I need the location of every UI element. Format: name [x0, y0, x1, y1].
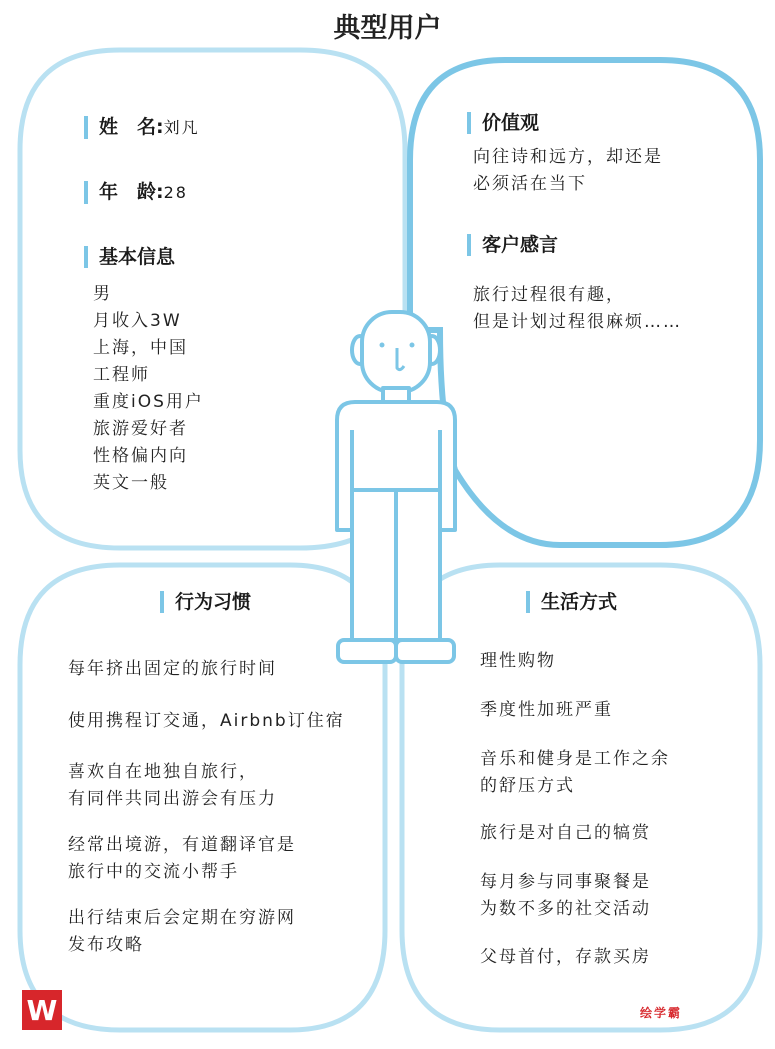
behavior-line: 出行结束后会定期在穷游网 [68, 908, 296, 928]
basic-info-list [93, 281, 204, 497]
behavior-item [68, 656, 277, 683]
lifestyle-line: 父母首付，存款买房 [480, 947, 651, 967]
list-item: 旅游爱好者 [93, 419, 188, 439]
behavior-line: 使用携程订交通，Airbnb订住宿 [68, 711, 345, 731]
list-item: 英文一般 [93, 473, 169, 493]
lifestyle-line: 旅行是对自己的犒赏 [480, 823, 651, 843]
behavior-item [68, 832, 296, 886]
brand-name: 绘学霸 [640, 1006, 683, 1020]
list-item: 性格偏内向 [93, 446, 188, 466]
lifestyle-item [480, 648, 556, 675]
lifestyle-item [480, 697, 613, 724]
behavior-line: 喜欢自在地独自旅行， [68, 762, 258, 782]
brand-logo: W [22, 990, 62, 1030]
feedback-heading: 客户感言 [467, 234, 558, 256]
behavior-line: 每年挤出固定的旅行时间 [68, 659, 277, 679]
list-item: 月收入3W [93, 311, 182, 331]
lifestyle-item [480, 869, 651, 923]
list-item: 工程师 [93, 365, 150, 385]
list-item: 上海，中国 [93, 338, 188, 358]
lifestyle-line: 的舒压方式 [480, 776, 575, 796]
lifestyle-item [480, 944, 651, 971]
person-figure [337, 312, 455, 662]
lifestyle-line: 季度性加班严重 [480, 700, 613, 720]
values-line: 必须活在当下 [473, 174, 587, 194]
behavior-line: 有同伴共同出游会有压力 [68, 789, 277, 809]
name-label: 姓 名: [99, 116, 164, 138]
age-value: 28 [163, 183, 188, 202]
feedback-line: 但是计划过程很麻烦…… [473, 312, 682, 332]
lifestyle-line: 每月参与同事聚餐是 [480, 872, 651, 892]
age-heading [84, 181, 188, 204]
name-heading [84, 116, 200, 139]
lifestyle-item [480, 746, 670, 800]
page-title: 典型用户 [333, 13, 442, 44]
name-value: 刘凡 [163, 118, 200, 137]
feedback-line: 旅行过程很有趣， [473, 285, 625, 305]
lifestyle-line: 为数不多的社交活动 [480, 899, 651, 919]
behavior-line: 发布攻略 [68, 935, 144, 955]
behavior-item [68, 905, 296, 959]
lifestyle-item [480, 820, 651, 847]
behavior-item [68, 759, 277, 813]
age-label: 年 龄: [99, 181, 164, 203]
behavior-line: 旅行中的交流小帮手 [68, 862, 239, 882]
behavior-item [68, 708, 345, 735]
behavior-line: 经常出境游，有道翻译官是 [68, 835, 296, 855]
lifestyle-line: 音乐和健身是工作之余 [480, 749, 670, 769]
basic-info-heading: 基本信息 [84, 246, 175, 268]
list-item: 重度iOS用户 [93, 392, 204, 412]
feedback-text [473, 282, 682, 336]
behavior-heading: 行为习惯 [160, 591, 251, 613]
lifestyle-line: 理性购物 [480, 651, 556, 671]
values-text [473, 144, 663, 198]
lifestyle-heading: 生活方式 [526, 591, 617, 613]
values-line: 向往诗和远方，却还是 [473, 147, 663, 167]
values-heading: 价值观 [467, 112, 539, 134]
list-item: 男 [93, 284, 112, 304]
